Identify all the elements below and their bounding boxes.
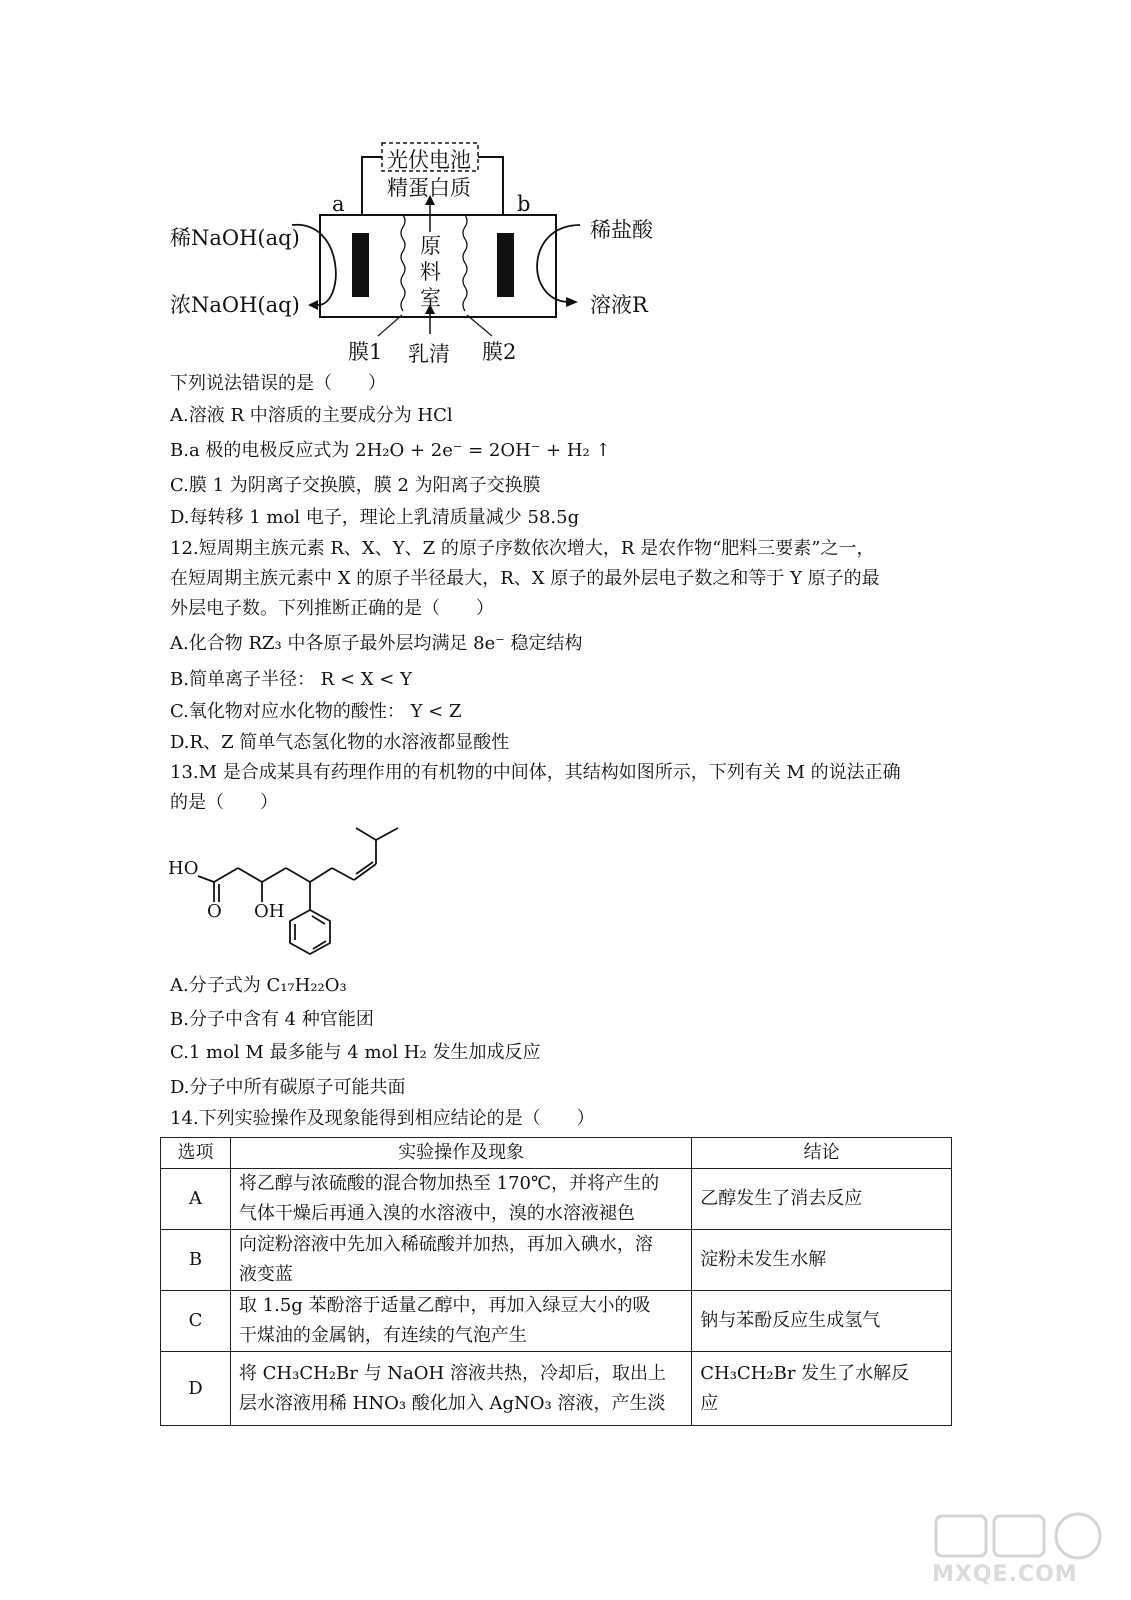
struct-ho-label: HO: [168, 858, 199, 879]
row-d-conclusion-line2: 应: [700, 1392, 719, 1414]
table-header-row: [161, 1138, 952, 1169]
left-outlet-label: 浓NaOH(aq): [170, 293, 300, 317]
q12-line3: 外层电子数。下列推断正确的是（ ）: [170, 598, 494, 619]
row-c-op-line2: 干煤油的金属钠，有连续的气泡产生: [238, 1325, 527, 1346]
q11-option-d: D.每转移 1 mol 电子，理论上乳清质量减少 58.5g: [170, 507, 580, 528]
q11-option-a: A.溶液 R 中溶质的主要成分为 HCl: [170, 405, 453, 426]
watermark-text: MXQE.COM: [932, 1562, 1078, 1587]
watermark-logo: [928, 1510, 1118, 1590]
whey-label: 乳清: [408, 342, 450, 366]
electrode-a-label: a: [332, 192, 345, 216]
table-row: [161, 1169, 952, 1230]
row-b-conclusion: 淀粉未发生水解: [692, 1230, 952, 1291]
table-row: [161, 1230, 952, 1291]
pv-cell-label: 光伏电池: [387, 148, 471, 172]
row-d-conclusion-line1: CH₃CH₂Br 发生了水解反: [700, 1362, 910, 1384]
q13-line1: 13.M 是合成某具有药理作用的有机物的中间体，其结构如图所示，下列有关 M 的说法正确: [170, 762, 901, 783]
q12-option-b: B.简单离子半径： R < X < Y: [170, 669, 412, 690]
row-d-conclusion: [692, 1352, 952, 1426]
table-row: [161, 1291, 952, 1352]
right-inlet-label: 稀盐酸: [590, 218, 653, 242]
q13-option-a: A.分子式为 C₁₇H₂₂O₃: [170, 975, 347, 996]
row-c-conclusion: 钠与苯酚反应生成氢气: [692, 1291, 952, 1352]
q12-line2: 在短周期主族元素中 X 的原子半径最大，R、X 原子的最外层电子数之和等于 Y 原子的最: [170, 568, 880, 589]
q12-line1: 12.短周期主族元素 R、X、Y、Z 的原子序数依次增大，R 是农作物“肥料三要素”之一，: [170, 538, 875, 559]
right-outlet-label: 溶液R: [590, 293, 648, 317]
q13-option-d: D.分子中所有碳原子可能共面: [170, 1077, 406, 1098]
q11-option-c: C.膜 1 为阴离子交换膜，膜 2 为阳离子交换膜: [170, 475, 541, 496]
row-b-op-line2: 液变蓝: [238, 1264, 293, 1285]
row-c-op-line1: 取 1.5g 苯酚溶于适量乙醇中，再加入绿豆大小的吸: [238, 1295, 651, 1316]
q12-option-a: A.化合物 RZ₃ 中各原子最外层均满足 8e⁻ 稳定结构: [170, 633, 583, 654]
q11-option-b: [170, 440, 611, 462]
header-operation: 实验操作及现象: [230, 1138, 691, 1169]
row-a-op-line1: 将乙醇与浓硫酸的混合物加热至 170℃，并将产生的: [238, 1173, 660, 1194]
row-d-option: D: [161, 1352, 231, 1426]
molecule-structure: [160, 820, 420, 960]
q11-stem: 下列说法错误的是（ ）: [170, 373, 386, 394]
row-a-conclusion: 乙醇发生了消去反应: [692, 1169, 952, 1230]
row-d-op-line1: 将 CH₃CH₂Br 与 NaOH 溶液共热，冷却后，取出上: [238, 1362, 666, 1384]
header-option: 选项: [161, 1138, 231, 1169]
membrane2-label: 膜2: [482, 340, 517, 364]
row-a-option: A: [161, 1169, 231, 1230]
product-label: 精蛋白质: [387, 176, 471, 200]
q11-option-b-formula: 2H₂O + 2e⁻ = 2OH⁻ + H₂ ↑: [355, 440, 611, 461]
header-conclusion: 结论: [692, 1138, 952, 1169]
electrode-b-label: b: [517, 192, 531, 216]
left-inlet-label: 稀NaOH(aq): [170, 226, 300, 250]
membrane1-label: 膜1: [348, 340, 383, 364]
row-b-operation: [230, 1230, 691, 1291]
row-d-operation: [230, 1352, 691, 1426]
q13-line2: 的是（ ）: [170, 792, 278, 813]
row-a-op-line2: 气体干燥后再通入溴的水溶液中，溴的水溶液褪色: [238, 1203, 635, 1224]
row-b-option: B: [161, 1230, 231, 1291]
q12-option-d: D.R、Z 简单气态氢化物的水溶液都显酸性: [170, 732, 510, 753]
chamber-label-2: 料: [420, 260, 441, 284]
q13-option-c: C.1 mol M 最多能与 4 mol H₂ 发生加成反应: [170, 1042, 541, 1063]
chamber-label-1: 原: [420, 234, 441, 258]
chamber-label-3: 室: [420, 286, 441, 310]
q13-option-b: B.分子中含有 4 种官能团: [170, 1009, 374, 1030]
row-b-op-line1: 向淀粉溶液中先加入稀硫酸并加热，再加入碘水，溶: [238, 1234, 653, 1255]
row-a-operation: [230, 1169, 691, 1230]
q11-option-b-prefix: B.a 极的电极反应式为: [170, 440, 350, 461]
q12-option-c: C.氧化物对应水化物的酸性： Y < Z: [170, 701, 462, 722]
experiment-table: [160, 1137, 952, 1426]
row-c-operation: [230, 1291, 691, 1352]
table-row: [161, 1352, 952, 1426]
struct-oh-label: OH: [254, 901, 285, 922]
row-d-op-line2: 层水溶液用稀 HNO₃ 酸化加入 AgNO₃ 溶液，产生淡: [238, 1392, 666, 1414]
row-c-option: C: [161, 1291, 231, 1352]
q14-stem: 14.下列实验操作及现象能得到相应结论的是（ ）: [170, 1108, 595, 1129]
struct-o-label: O: [207, 901, 222, 922]
